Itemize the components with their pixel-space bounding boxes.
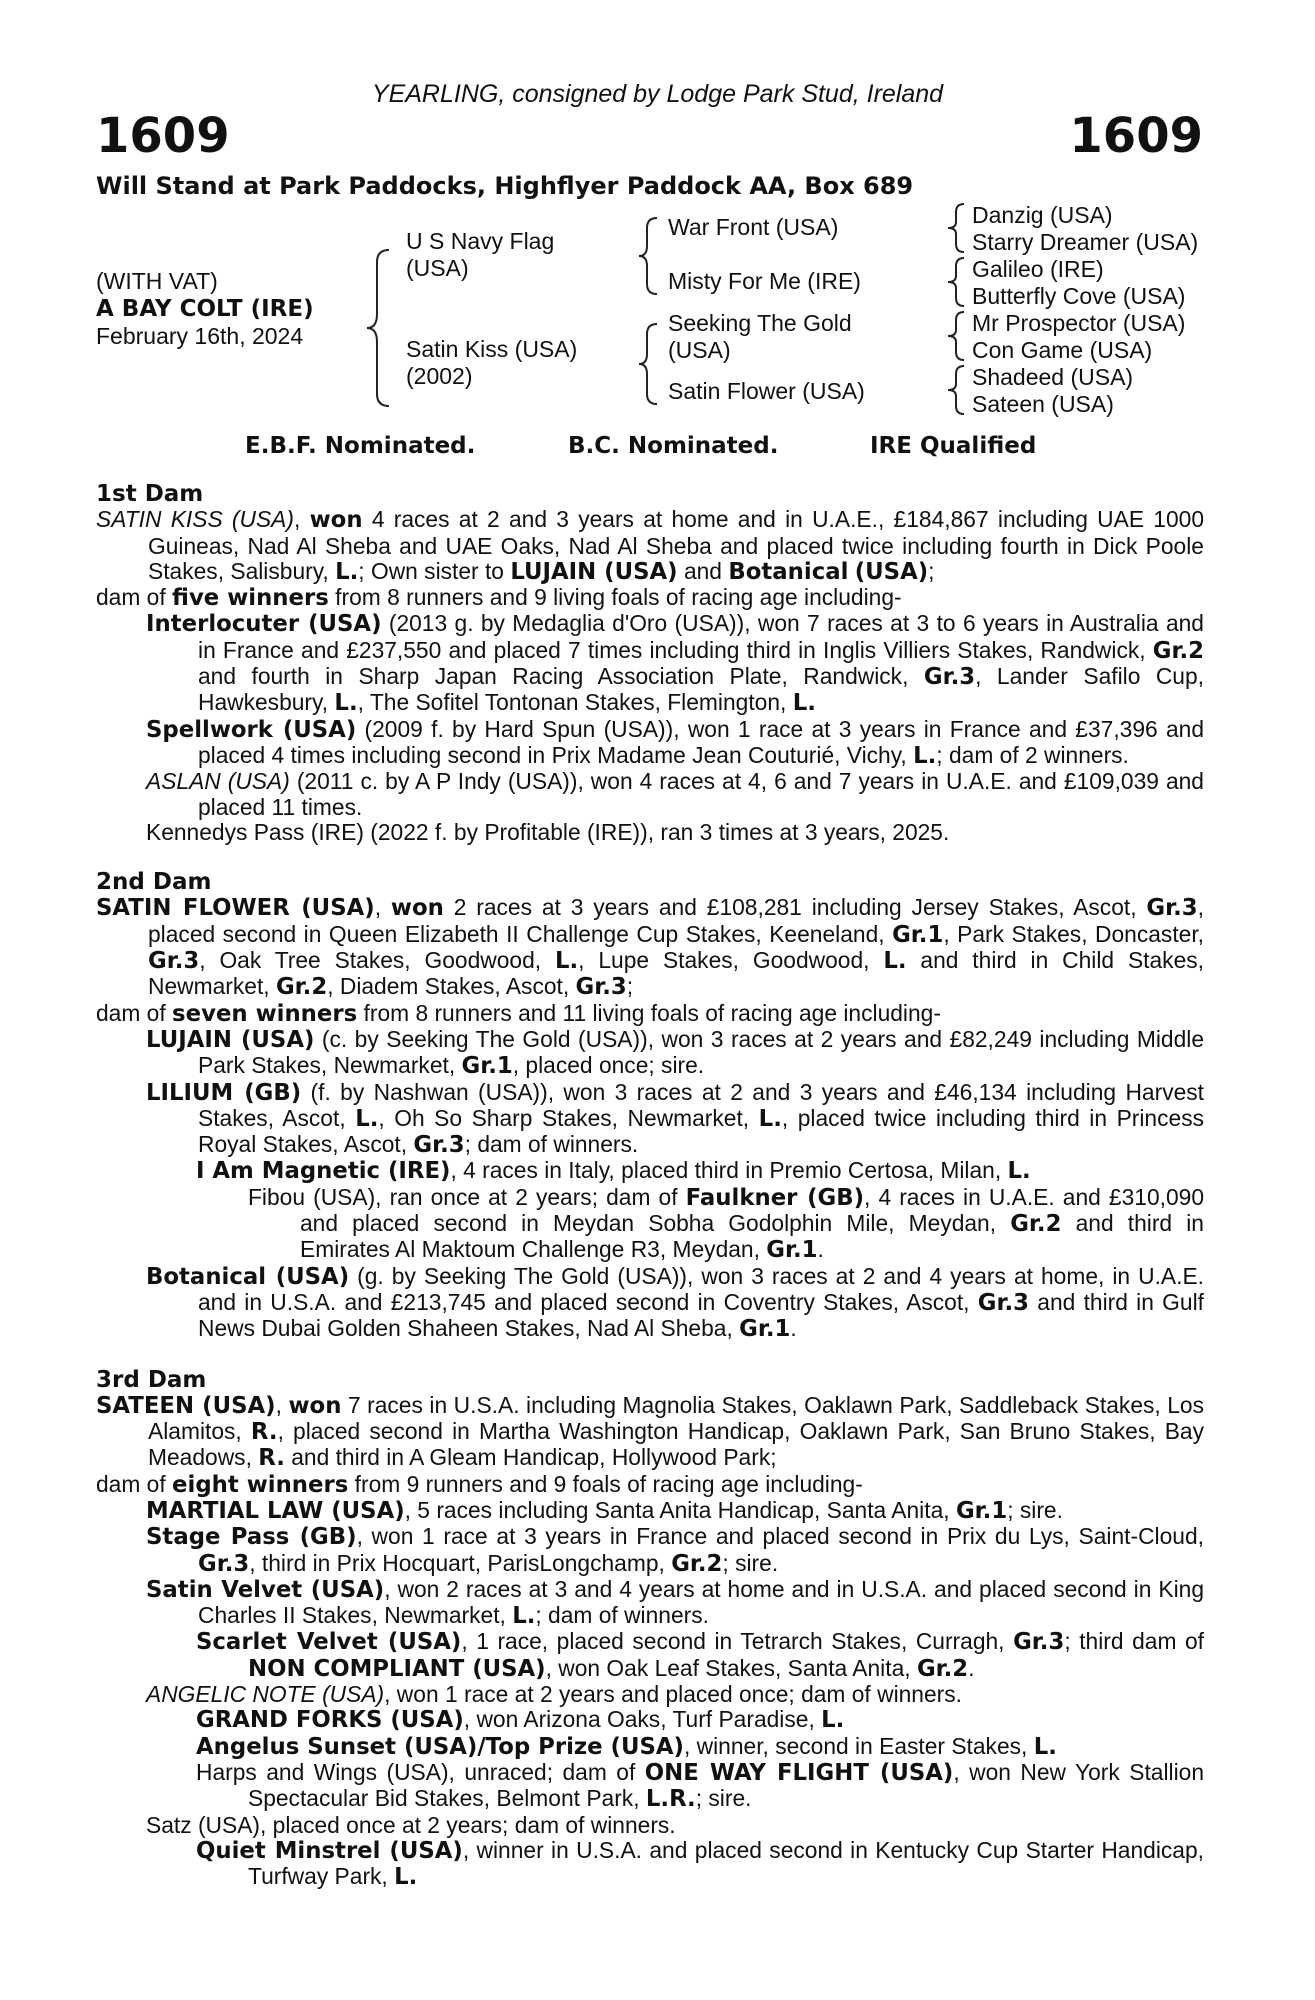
second-dam-summary: SATIN FLOWER (USA), won 2 races at 3 years and £108,281 including Jersey Stakes, Ascot, Gr.3, placed second in Queen Elizabeth II Challenge Cup Stakes, Keeneland, Gr.1, Park Stakes, Doncaster, Gr.3, Oak Tree Stakes, Goodwood, L., Lupe Stakes, Goodwood, L. and third in Child Stakes, Newmarket, Gr.2, Diadem Stakes, Ascot, Gr.3; xyxy=(96,894,1205,1001)
dam-sire: Seeking The Gold (USA) xyxy=(668,310,852,363)
progeny-scarlet-velvet: Scarlet Velvet (USA), 1 race, placed second in Tetrarch Stakes, Curragh, Gr.3; third dam of NON COMPLIANT (USA), won Oak Leaf Stakes, Santa Anita, Gr.2. xyxy=(196,1628,1205,1682)
ire-qualified: IRE Qualified xyxy=(870,433,1037,459)
ebf-nomination: E.B.F. Nominated. xyxy=(245,433,476,459)
sire-dam: Misty For Me (IRE) xyxy=(668,268,861,294)
sire-sire-sire: Danzig (USA) xyxy=(972,202,1113,228)
progeny-grand-forks: GRAND FORKS (USA), won Arizona Oaks, Turf Paradise, L. xyxy=(196,1706,845,1734)
progeny-angelic-note: ANGELIC NOTE (USA), won 1 race at 2 years and placed once; dam of winners. xyxy=(146,1681,962,1708)
brace-dd xyxy=(946,364,968,416)
progeny-aslan: ASLAN (USA) (2011 c. by A P Indy (USA)), won 4 races at 4, 6 and 7 years in U.A.E. and £109,039 and placed 11 times. xyxy=(146,768,1204,820)
first-dam-heading: 1st Dam xyxy=(96,481,204,507)
catalogue-body xyxy=(96,482,1204,1890)
progeny-satz: Satz (USA), placed once at 2 years; dam of winners. xyxy=(146,1811,676,1838)
horse-name: A BAY COLT (IRE) xyxy=(96,296,314,322)
dam-dam-sire: Shadeed (USA) xyxy=(972,364,1134,390)
consignment-line: YEARLING, consigned by Lodge Park Stud, Ireland xyxy=(371,80,944,108)
dam-dam: Satin Flower (USA) xyxy=(668,378,865,404)
progeny-lujain: LUJAIN (USA) (c. by Seeking The Gold (USA)), won 3 races at 2 years and £82,249 including Middle Park Stakes, Newmarket, Gr.1, placed once; sire. xyxy=(146,1025,1205,1080)
bc-nomination: B.C. Nominated. xyxy=(568,433,779,459)
sire: U S Navy Flag (USA) xyxy=(406,228,555,281)
vat-label: (WITH VAT) xyxy=(96,268,218,294)
brace-ss xyxy=(946,202,968,254)
sire-dam-dam: Butterfly Cove (USA) xyxy=(972,283,1186,309)
progeny-kennedys-pass: Kennedys Pass (IRE) (2022 f. by Profitable (IRE)), ran 3 times at 3 years, 2025. xyxy=(146,818,950,845)
progeny-harps-and-wings: Harps and Wings (USA), unraced; dam of ONE WAY FLIGHT (USA), won New York Stallion Spectacular Bid Stakes, Belmont Park, L.R.; sire. xyxy=(196,1758,1205,1813)
lot-number-left: 1609 xyxy=(96,108,230,164)
progeny-satin-velvet: Satin Velvet (USA), won 2 races at 3 and 4 years at home and in U.S.A. and placed second in King Charles II Stakes, Newmarket, L.; dam of winners. xyxy=(146,1575,1205,1630)
sire-sire: War Front (USA) xyxy=(668,214,839,240)
progeny-quiet-minstrel: Quiet Minstrel (USA), winner in U.S.A. and placed second in Kentucky Cup Starter Handicap, Turfway Park, L. xyxy=(196,1836,1204,1891)
pedigree-brace-dam xyxy=(637,322,661,406)
sire-dam-sire: Galileo (IRE) xyxy=(972,256,1104,282)
dam-dam-dam: Sateen (USA) xyxy=(972,391,1114,417)
third-dam-summary: SATEEN (USA), won 7 races in U.S.A. including Magnolia Stakes, Oaklawn Park, Saddleback Stakes, Los Alamitos, R., placed second in Martha Washington Handicap, Oaklawn Park, San Bruno Stakes, Bay Meadows, R. and third in A Gleam Handicap, Hollywood Park; xyxy=(96,1391,1204,1472)
first-dam-produce-summary: dam of five winners from 8 runners and 9 living foals of racing age including- xyxy=(96,584,902,612)
location-line: Will Stand at Park Paddocks, Highflyer Paddock AA, Box 689 xyxy=(96,172,914,200)
dam-sire-dam: Con Game (USA) xyxy=(972,337,1153,363)
progeny-i-am-magnetic: I Am Magnetic (IRE), 4 races in Italy, placed third in Premio Certosa, Milan, L. xyxy=(196,1157,1031,1185)
progeny-spellwork: Spellwork (USA) (2009 f. by Hard Spun (USA)), won 1 race at 3 years in France and £37,396 and placed 4 times including second in Prix Madame Jean Couturié, Vichy, L.; dam of 2 winners. xyxy=(146,715,1204,769)
second-dam-produce-summary: dam of seven winners from 8 runners and 11 living foals of racing age including- xyxy=(96,999,941,1027)
foaling-date: February 16th, 2024 xyxy=(96,323,304,349)
sire-sire-dam: Starry Dreamer (USA) xyxy=(972,229,1199,255)
progeny-lilium: LILIUM (GB) (f. by Nashwan (USA)), won 3 races at 2 and 3 years and £46,134 including Harvest Stakes, Ascot, L., Oh So Sharp Stakes, Newmarket, L., placed twice including third in Princess Royal Stakes, Ascot, Gr.3; dam of winners. xyxy=(146,1078,1205,1159)
brace-sd xyxy=(946,256,968,308)
progeny-botanical: Botanical (USA) (g. by Seeking The Gold (USA)), won 3 races at 2 and 4 years at home, in U.A.E. and in U.S.A. and £213,745 and placed second in Coventry Stakes, Ascot, Gr.3 and third in Gulf News Dubai Golden Shaheen Stakes, Nad Al Sheba, Gr.1. xyxy=(146,1262,1204,1343)
brace-ds xyxy=(946,310,968,362)
progeny-interlocuter: Interlocuter (USA) (2013 g. by Medaglia d'Oro (USA)), won 7 races at 3 to 6 years in Australia and in France and £237,550 and placed 7 times including third in Inglis Villiers Stakes, Randwick, Gr.2 and fourth in Sharp Japan Racing Association Plate, Randwick, Gr.3, Lander Safilo Cup, Hawkesbury, L., The Sofitel Tontonan Stakes, Flemington, L. xyxy=(146,610,1204,717)
progeny-angelus-sunset: Angelus Sunset (USA)/Top Prize (USA), winner, second in Easter Stakes, L. xyxy=(196,1732,1057,1760)
lot-number-right: 1609 xyxy=(1069,108,1203,164)
progeny-martial-law: MARTIAL LAW (USA), 5 races including Santa Anita Handicap, Santa Anita, Gr.1; sire. xyxy=(146,1496,1063,1524)
progeny-fibou: Fibou (USA), ran once at 2 years; dam of Faulkner (GB), 4 races in U.A.E. and £310,090 and placed second in Meydan Sobha Godolphin Mile, Meydan, Gr.2 and third in Emirates Al Maktoum Challenge R3, Meydan, Gr.1. xyxy=(248,1183,1204,1264)
third-dam-heading: 3rd Dam xyxy=(96,1366,207,1393)
progeny-stage-pass: Stage Pass (GB), won 1 race at 3 years in France and placed second in Prix du Lys, Saint-Cloud, Gr.3, third in Prix Hocquart, ParisLongchamp, Gr.2; sire. xyxy=(146,1523,1204,1577)
first-dam-summary: SATIN KISS (USA), won 4 races at 2 and 3 years at home and in U.A.E., £184,867 including UAE 1000 Guineas, Nad Al Sheba and UAE Oaks, Nad Al Sheba and placed twice including fourth in Dick Poole Stakes, Salisbury, L.; Own sister to LUJAIN (USA) and Botanical (USA); xyxy=(96,506,1205,585)
third-dam-produce-summary: dam of eight winners from 9 runners and 9 foals of racing age including- xyxy=(96,1470,863,1498)
dam: Satin Kiss (USA) (2002) xyxy=(406,336,578,389)
second-dam-heading: 2nd Dam xyxy=(96,869,212,896)
pedigree-brace-main xyxy=(365,248,395,408)
dam-sire-sire: Mr Prospector (USA) xyxy=(972,310,1186,336)
pedigree-brace-sire xyxy=(637,216,661,296)
